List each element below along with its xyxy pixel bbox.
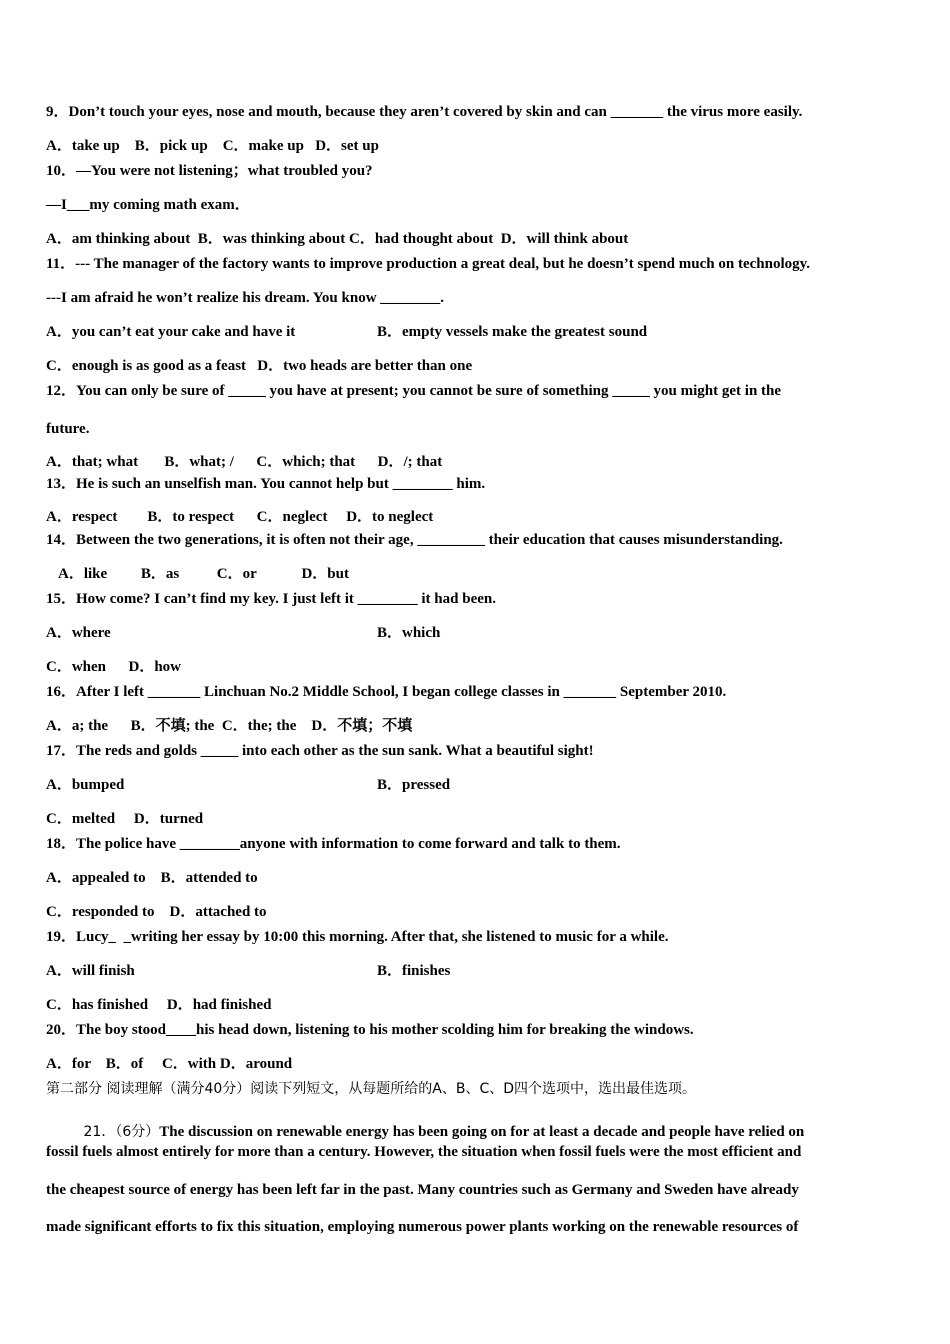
question-14-stem: 14．Between the two generations, it is often not their age, _________ their education that causes misunderstanding.	[46, 532, 783, 548]
question-10-reply: —I___my coming math exam．	[46, 197, 250, 213]
question-21-line-2: fossil fuels almost entirely for more than a century. However, the situation when fossil fuels were the most efficient and	[46, 1144, 802, 1160]
question-17-option-b: B．pressed	[377, 777, 451, 793]
question-15-stem: 15．How come? I can’t find my key. I just left it ________ it had been.	[46, 591, 496, 607]
question-15-option-b: B．which	[377, 625, 441, 641]
question-9-options: A．take up B．pick up C．make up D．set up	[46, 138, 379, 154]
question-19-option-b: B．finishes	[377, 963, 451, 979]
question-17-stem: 17．The reds and golds _____ into each other as the sun sank. What a beautiful sight!	[46, 743, 594, 759]
section-2-heading: 第二部分 阅读理解（满分40分）阅读下列短文，从每题所给的A、B、C、D四个选项中，选出最佳选项。	[46, 1081, 696, 1097]
question-11-options-cd: C．enough is as good as a feast D．two heads are better than one	[46, 358, 473, 374]
question-12-options: A．that; what B．what; / C．which; that D．/; that	[46, 454, 443, 470]
question-11-stem: 11．--- The manager of the factory wants to improve production a great deal, but he doesn’t spend much on technology.	[46, 256, 811, 272]
question-17-option-a: A．bumped	[46, 777, 125, 793]
question-11-option-a: A．you can’t eat your cake and have it	[46, 324, 296, 340]
question-21-prefix: 21．（6分）	[83, 1124, 160, 1140]
question-19-option-a: A．will finish	[46, 963, 135, 979]
question-21-line-3: the cheapest source of energy has been left far in the past. Many countries such as Germany and Sweden have already	[46, 1182, 799, 1198]
question-16-options: A．a; the B．不填; the C．the; the D．不填；不填	[46, 718, 413, 734]
question-12-stem-cont: future.	[46, 421, 90, 437]
question-18-stem: 18．The police have ________anyone with information to come forward and talk to them.	[46, 836, 621, 852]
question-18-options-cd: C．responded to D．attached to	[46, 904, 267, 920]
question-11-option-b: B．empty vessels make the greatest sound	[377, 324, 648, 340]
question-13-options: A．respect B．to respect C．neglect D．to neglect	[46, 509, 434, 525]
question-16-stem: 16．After I left _______ Linchuan No.2 Middle School, I began college classes in _______ September 2010.	[46, 684, 727, 700]
question-9-stem: 9．Don’t touch your eyes, nose and mouth, because they aren’t covered by skin and can _______ the virus more easily.	[46, 104, 803, 120]
question-17-options-cd: C．melted D．turned	[46, 811, 204, 827]
question-21-text: The discussion on renewable energy has been going on for at least a decade and people have relied on	[159, 1124, 805, 1140]
question-12-stem: 12．You can only be sure of _____ you have at present; you cannot be sure of something _____ you might get in the	[46, 383, 782, 399]
question-20-stem: 20．The boy stood____his head down, listening to his mother scolding him for breaking the windows.	[46, 1022, 694, 1038]
question-19-options-cd: C．has finished D．had finished	[46, 997, 272, 1013]
question-18-options-ab: A．appealed to B．attended to	[46, 870, 258, 886]
question-19-stem: 19．Lucy_ _writing her essay by 10:00 this morning. After that, she listened to music for a while.	[46, 929, 669, 945]
question-10-options: A．am thinking about B．was thinking about C．had thought about D．will think about	[46, 231, 629, 247]
question-14-options: A．like B．as C．or D．but	[58, 566, 349, 582]
question-10-stem: 10．—You were not listening；what troubled you?	[46, 163, 373, 179]
question-15-option-a: A．where	[46, 625, 111, 641]
question-13-stem: 13．He is such an unselfish man. You cannot help but ________ him.	[46, 476, 486, 492]
question-11-reply: ---I am afraid he won’t realize his dream. You know ________.	[46, 290, 445, 306]
question-20-options: A．for B．of C．with D．around	[46, 1056, 293, 1072]
question-21-line-4: made significant efforts to fix this situation, employing numerous power plants working on the renewable resources of	[46, 1219, 799, 1235]
question-21-line-1	[76, 1105, 804, 1141]
question-15-options-cd: C．when D．how	[46, 659, 182, 675]
